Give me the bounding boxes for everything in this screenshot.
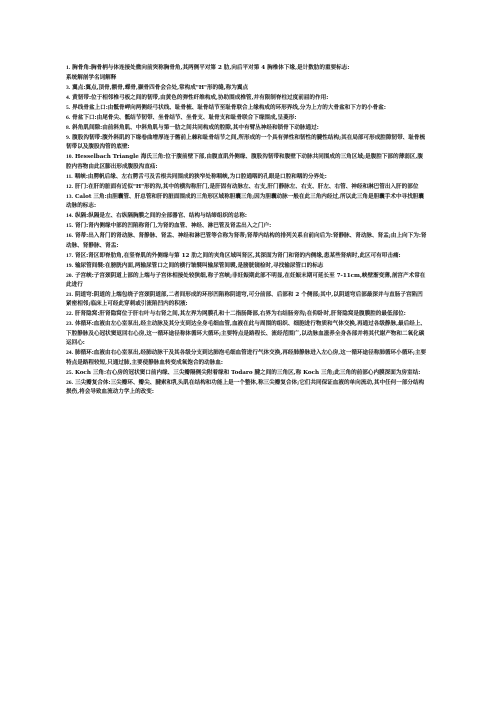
term-text: 斜角肌间隙:由前斜角肌、中斜角肌与第一肋之间共同构成的腔隙,其中有臂丛神经和锁骨下动脉通过: [72,125,319,131]
term-entry [66,173,428,182]
term-number: 19. [66,262,73,269]
term-text: 肾门:肾内侧缘中部的凹陷称肾门,为肾的血管、神经、淋巴管及肾盂出入之门户: [74,223,272,230]
term-entry [66,320,428,348]
term-number: 24. [66,350,73,357]
term-number: 21. [66,292,73,299]
term-text: 胸骨角:胸骨柄与体连接处微向前突称胸骨角,其两侧平对第 2 肋,向后平对第 4 胸椎体下缘,是计数肋的重要标志: [72,65,350,71]
term-text: 腹股沟韧带:腹外斜肌的下缘卷曲增厚连于髂前上棘和耻骨结节之间,所形成的一个具有弹性和韧性的腱性结构;其在局部可形成腔隙韧带、耻骨梳韧带以及腹股沟管的底壁: [66,135,426,151]
term-text: 界线骨盆上口:由骶骨岬向两侧经弓状线、耻骨梳、耻骨结节至耻骨联合上缘构成的环形界线,分为上方的大骨盆和下方的小骨盆: [72,105,386,111]
term-text: 体循环:血液由左心室泵出,经主动脉及其分支到达全身毛细血管,血液在此与周围的组织、细胞进行物质和气体交换,再通过各级静脉,最后经上、下腔静脉及心冠状窦返回右心房,这一循环途径称体循环大循环;主要特点是路程长、流经范围广,以动脉血滋养全身各部并将其代谢产物和二氧化碳运回心: [66,321,427,347]
term-entry [66,183,428,192]
term-entry [66,94,428,103]
term-number: 1. [66,65,71,71]
term-entry [66,222,428,231]
term-text: 三尖瓣复合体:三尖瓣环、瓣尖、腱索和乳头肌在结构和功能上是一个整体,称三尖瓣复合体;它们共同保证血液的单向流动,其中任何一部分结构损伤,将会导致血流动力学上的改变: [66,379,425,396]
term-number: 4. [66,95,71,101]
term-text: 阴道穹:阴道的上端包绕子宫颈阴道部,二者间形成的环形凹陷称阴道穹,可分前部、后部和 2 个侧部;其中,以阴道穹后部最深并与直肠子宫陷凹紧密相邻;临床上可经此穿刺或引流陷凹内的积液: [66,292,423,308]
term-entry [66,193,428,212]
term-text: Calot 三角:由胆囊管、肝总管和肝的脏面围成的三角形区域称胆囊三角;因为胆囊动脉一般在此三角内经过,所以此三角是胆囊手术中寻找胆囊动脉的标志: [66,193,424,210]
term-text: 翼点:翼点,顶骨,额骨,蝶骨,颞骨四骨会合处,常构成"H"形的缝,称为翼点 [72,85,249,91]
term-entry [66,349,428,368]
term-text: 输尿管间襞:在膀胱内面,两输尿管口之间的横行皱襞叫输尿管间襞,是膀胱镜检时,寻找输尿管口的标志 [74,262,324,269]
term-entry [66,212,428,221]
term-number: 3. [66,85,71,91]
term-entry [66,262,428,271]
term-number: 6. [66,115,71,121]
term-text: 肾蒂:出入肾门的肾动脉、肾静脉、肾盂、神经和淋巴管等合称为肾蒂;肾蒂内结构的排列关系自前向后为:肾静脉、肾动脉、肾盂;由上向下为:肾动脉、肾静脉、肾盂: [66,233,427,249]
term-number: 14. [66,213,73,220]
term-text: 肾区:肾区即脊肋角,在竖脊肌的外侧缘与第 12 肋之间的夹角区域叫肾区,其深面为肾门和肾的内侧缘,患某些肾病时,此区可有叩击痛: [74,252,401,259]
term-text: 纵隔:纵隔是左、右纵隔胸膜之间的全部器官、结构与结缔组织的总称: [74,213,247,220]
term-number: 9. [66,135,71,141]
term-number: 12. [66,183,73,190]
term-entry [66,64,428,73]
term-text: 子宫峡:子宫颈阴道上部的上端与子宫体相接处较狭细,称子宫峡;非妊娠期此部不明显,在妊娠末期可延长至 7-11cm,峡壁渐变薄,剖宫产术常在此进行 [66,272,426,289]
term-number: 8. [66,125,71,131]
term-number: 23. [66,321,73,328]
term-entry [66,379,428,398]
term-number: 15. [66,223,73,230]
term-entry [66,369,428,378]
term-text: Koch 三角:右心房的冠状窦口前内缘、三尖瓣隔侧尖附着缘和 Todaro 腱之间的三角区,称 Koch 三角;此三角的前部心内膜深面为房室结: [74,369,421,376]
term-text: 肺循环:血液由右心室泵出,经肺动脉干及其各级分支到达肺泡毛细血管进行气体交换,再经肺静脉进入左心房,这一循环途径称肺循环小循环;主要特点是路程较短,只通过肺,主要使静脉血转变成氧饱合的动脉血: [66,350,427,366]
term-number: 25. [66,369,73,376]
term-number: 26. [66,379,73,386]
term-entry [66,74,428,83]
term-entry [66,252,428,261]
term-text: 肝肾隐窝:肝肾隐窝位于肝右叶与右肾之间,其左界为网膜孔和十二指肠降部,右界为右结肠旁沟;在仰卧时,肝肾隐窝是腹膜腔的最低部位: [74,311,406,318]
term-number: 20. [66,272,73,279]
term-number: 16. [66,233,73,240]
term-entry [66,114,428,123]
term-number: 22. [66,311,73,318]
term-text: Hesselbach Triangle 海氏三角:位于腹前壁下部,由腹直肌外侧缘、腹股沟韧带和腹壁下动脉共同围成的三角区域;是腹腔下部的薄弱区,腹腔内容物由此区膨出形成腹股沟直疝: [66,154,423,170]
term-entry [66,84,428,93]
term-text: 咽峡:由腭帆后缘、左右腭舌弓及舌根共同围成的狭窄处称咽峡,为口腔通咽的孔眼是口腔和咽的分界处: [74,173,327,180]
term-text: 骨盆下口:由尾骨尖、骶结节韧带、坐骨结节、坐骨支、耻骨支和耻骨联合下缘围成,呈菱形: [72,115,297,121]
term-entry [66,272,428,291]
term-text: 肝门:在肝的脏面有近似"H"形的沟,其中的横沟称肝门,是肝固有动脉左、右支,肝门静脉左、右支、肝左、右管、神经和淋巴管出入肝的部位 [74,183,419,190]
term-number: 13. [66,193,73,200]
term-number: 5. [66,105,71,111]
term-entry [66,134,428,153]
term-text: 黄韧带:位于相邻椎弓板之间的韧带,由黄色的弹性纤维构成,协助围成椎管,并有限制脊柱过度前屈的作用: [72,95,329,101]
term-entry [66,291,428,310]
term-entry [66,310,428,319]
term-entry [66,232,428,251]
term-text: 系统解剖学名词解释 [66,75,117,81]
term-entry [66,124,428,133]
term-entry [66,153,428,172]
term-number: 11. [66,173,73,180]
term-number: 17. [66,252,73,259]
term-number: 10. [66,154,73,161]
document-body [66,64,428,398]
term-entry [66,104,428,113]
